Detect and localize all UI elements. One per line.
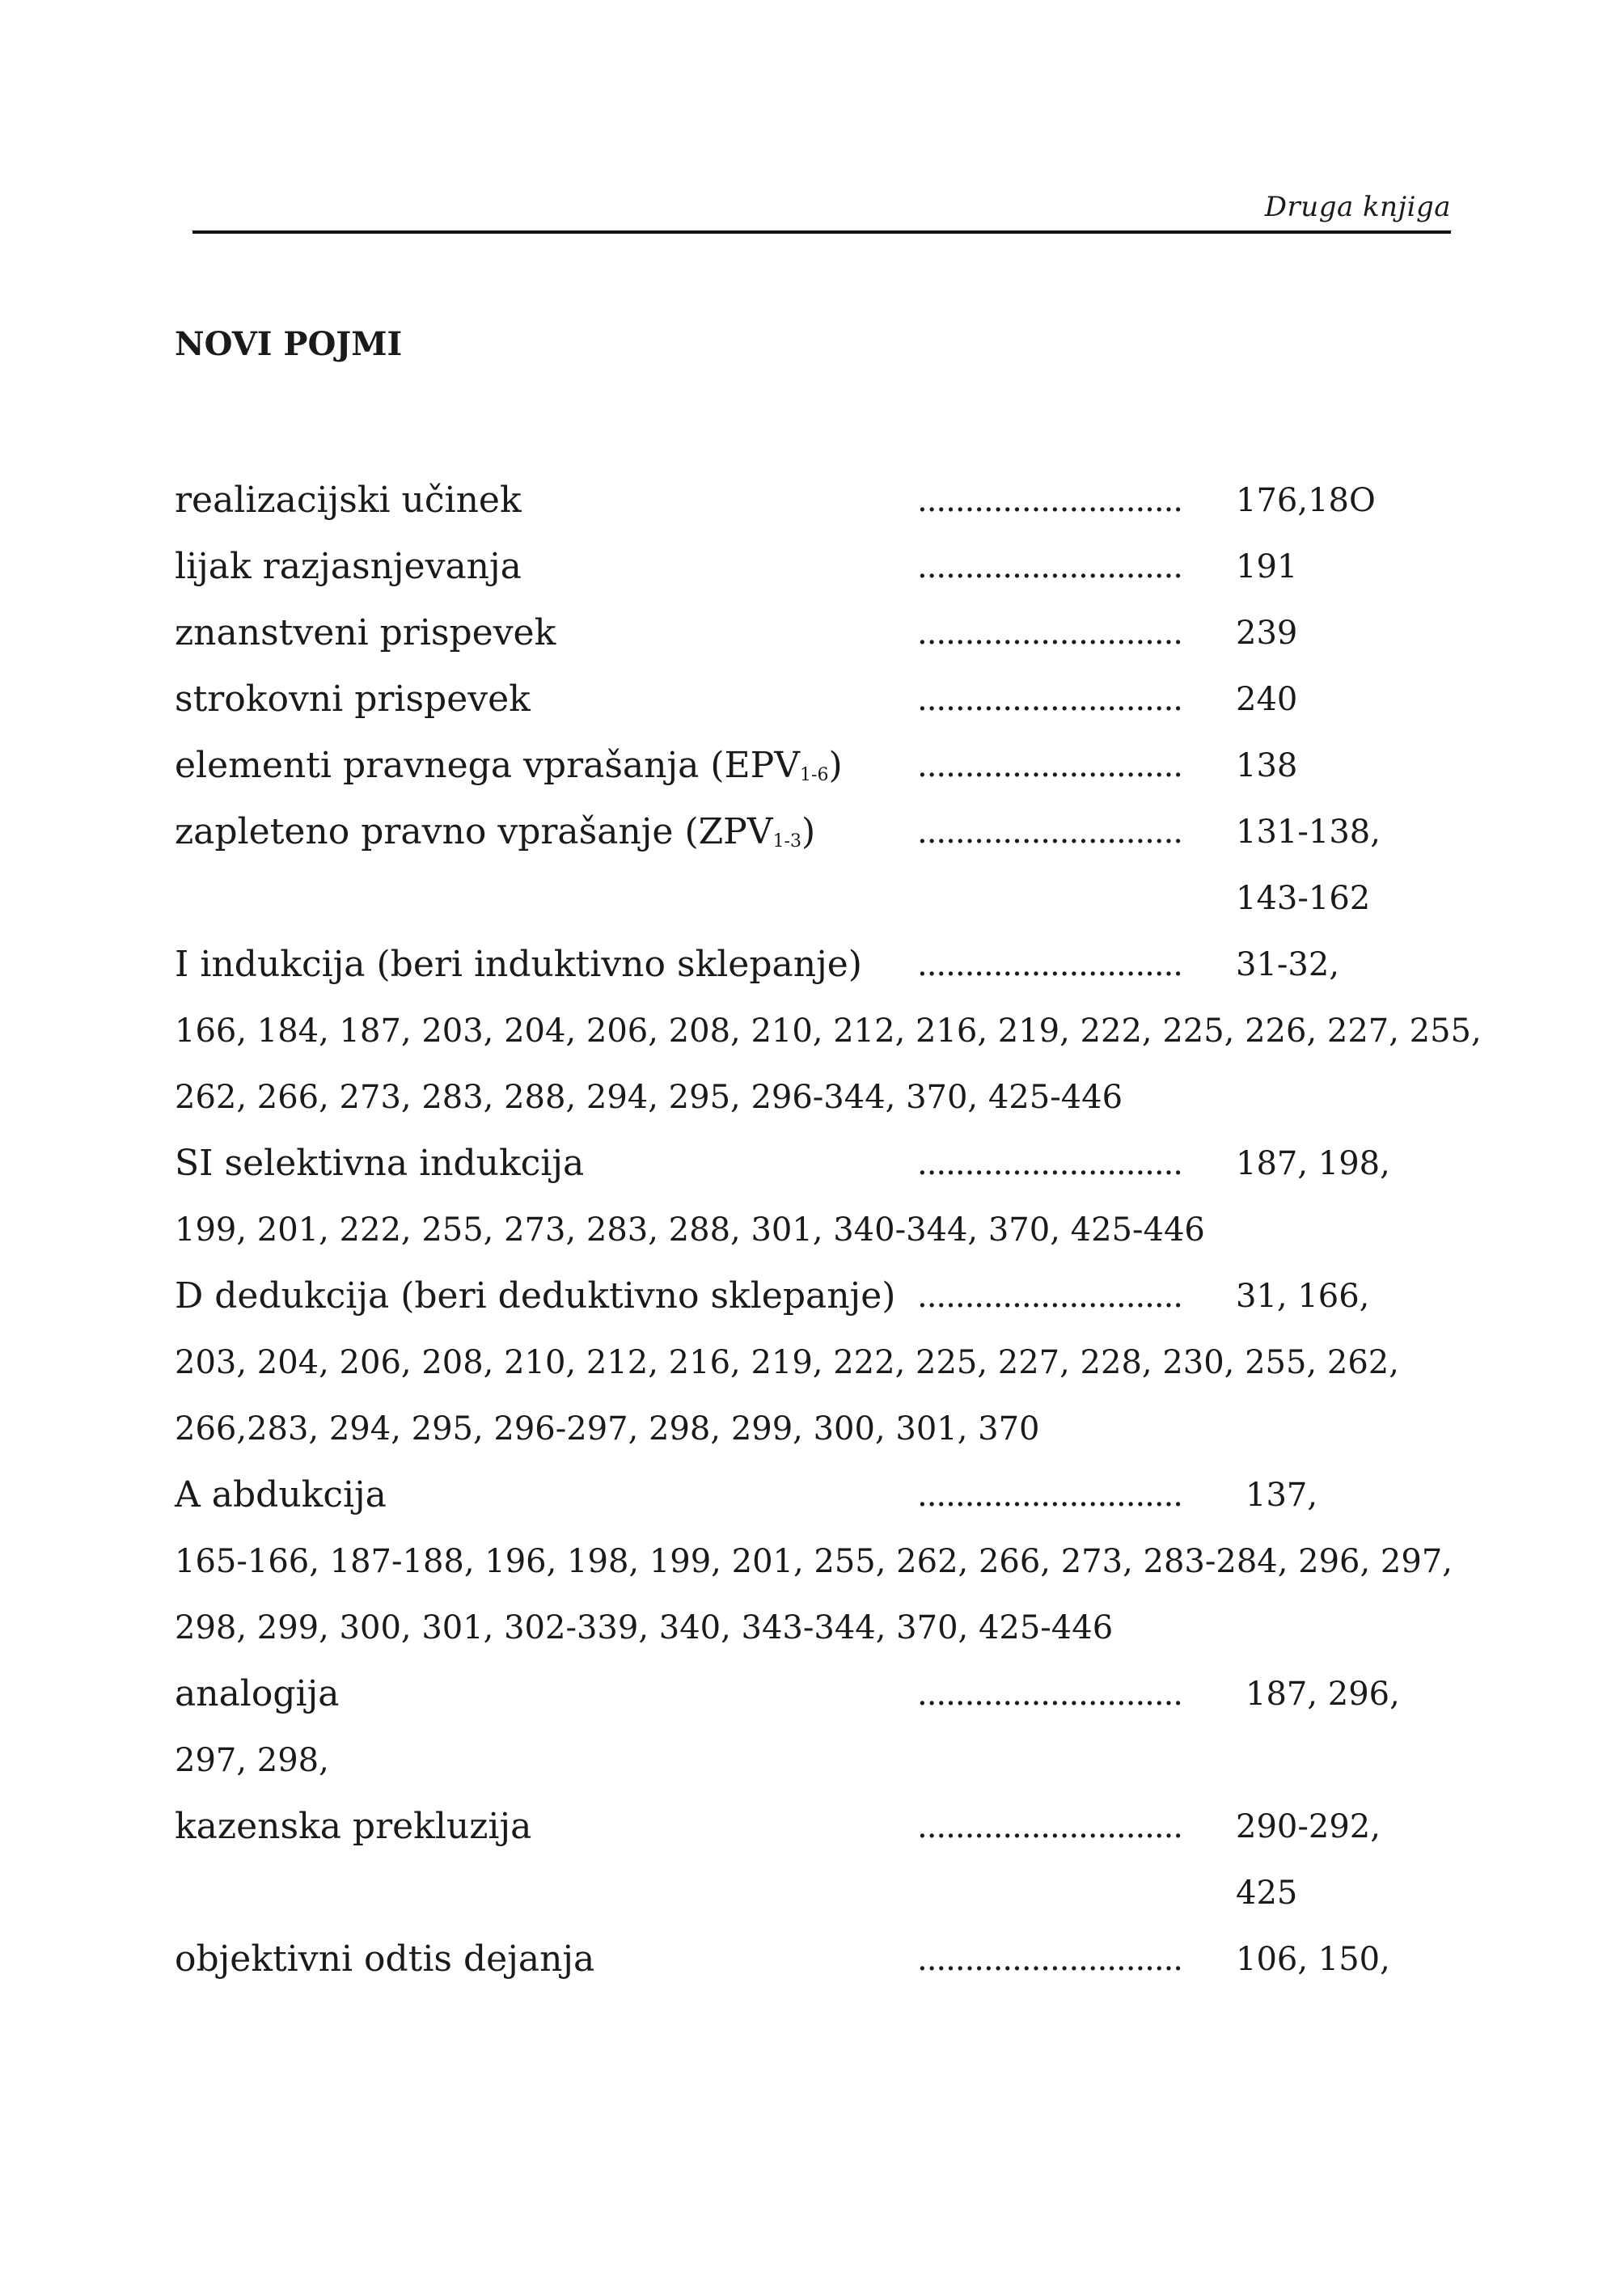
index-entry [175, 666, 1436, 733]
dot-leader: ............................ [917, 1278, 1183, 1315]
entry-pages-continued: 143-162 [1236, 880, 1371, 917]
index-entry [175, 1926, 1436, 1993]
entry-term: kazenska prekluzija [175, 1806, 532, 1847]
dot-leader: ............................ [917, 548, 1183, 585]
entry-pages-continued: 165-166, 187-188, 196, 198, 199, 201, 255, 262, 266, 273, 283-284, 296, 297, [175, 1543, 1453, 1580]
entry-pages: 137, [1245, 1477, 1318, 1514]
index-entry-continuation [175, 1727, 1436, 1794]
entry-pages-continued: 266,283, 294, 295, 296-297, 298, 299, 300, 301, 370 [175, 1410, 1040, 1448]
dot-leader: ............................ [917, 814, 1183, 851]
entry-term: objektivni odtis dejanja [175, 1938, 595, 1980]
entry-pages: 138 [1236, 747, 1298, 784]
entry-pages-continued: 203, 204, 206, 208, 210, 212, 216, 219, 222, 225, 227, 228, 230, 255, 262, [175, 1344, 1399, 1381]
entry-pages: 290-292, [1236, 1808, 1381, 1845]
entry-term-text: zapleteno pravno vprašanje (ZPV [175, 811, 773, 852]
index-entry-continuation [175, 1197, 1436, 1263]
entry-term: D dedukcija (beri deduktivno sklepanje) [175, 1275, 896, 1317]
index-entry-continuation [175, 1860, 1436, 1926]
index-entry-continuation [175, 1396, 1436, 1462]
entry-pages: 239 [1236, 615, 1298, 652]
index-entry [175, 799, 1436, 865]
entry-term [175, 733, 843, 809]
entry-term-subscript: 1-3 [772, 831, 801, 852]
dot-leader: ............................ [917, 1808, 1183, 1845]
index-entry [175, 1131, 1436, 1197]
index-entry [175, 600, 1436, 666]
index-entry [175, 1462, 1436, 1528]
index-entry-continuation [175, 865, 1436, 932]
entry-pages: 187, 296, [1245, 1676, 1400, 1713]
index-entry [175, 1263, 1436, 1329]
entry-term-text: elementi pravnega vprašanja (EPV [175, 745, 801, 786]
dot-leader: ............................ [917, 681, 1183, 718]
entry-term [175, 799, 815, 875]
entry-pages: 31-32, [1236, 946, 1340, 983]
index-entry [175, 733, 1436, 799]
entry-term: A abdukcija [175, 1474, 387, 1515]
index-entry [175, 1794, 1436, 1860]
entry-pages: 191 [1236, 548, 1298, 585]
entry-term-text-end: ) [801, 811, 816, 852]
entry-term-text-end: ) [828, 745, 843, 786]
index-entry-continuation [175, 998, 1482, 1064]
index-entry-continuation [175, 1595, 1436, 1661]
entry-term: strokovni prispevek [175, 678, 531, 720]
entry-pages-continued: 199, 201, 222, 255, 273, 283, 288, 301, 340-344, 370, 425-446 [175, 1211, 1205, 1249]
index-entry [175, 467, 1436, 534]
entry-pages: 176,18O [1236, 482, 1376, 519]
index-entry-continuation [175, 1064, 1436, 1131]
entry-pages: 187, 198, [1236, 1145, 1390, 1182]
entry-term: znanstveni prispevek [175, 612, 556, 653]
entry-pages: 106, 150, [1236, 1941, 1390, 1978]
entry-term: SI selektivna indukcija [175, 1143, 585, 1184]
index-entry-continuation [175, 1528, 1453, 1595]
dot-leader: ............................ [917, 615, 1183, 652]
dot-leader: ............................ [917, 747, 1183, 784]
header-rule [192, 230, 1451, 234]
entry-pages-continued: 425 [1236, 1875, 1298, 1912]
dot-leader: ............................ [917, 1145, 1183, 1182]
running-header: Druga knjiga [1264, 191, 1451, 223]
dot-leader: ............................ [917, 1676, 1183, 1713]
index-entry [175, 1661, 1436, 1727]
entry-pages-continued: 297, 298, [175, 1742, 329, 1779]
entry-pages-continued: 166, 184, 187, 203, 204, 206, 208, 210, 212, 216, 219, 222, 225, 226, 227, 255, [175, 1012, 1482, 1050]
dot-leader: ............................ [917, 482, 1183, 519]
dot-leader: ............................ [917, 946, 1183, 983]
entry-pages: 31, 166, [1236, 1278, 1370, 1315]
entry-term: lijak razjasnjevanja [175, 546, 522, 587]
index-entries [175, 467, 1482, 1993]
entry-term-subscript: 1-6 [800, 765, 829, 785]
dot-leader: ............................ [917, 1477, 1183, 1514]
index-entry-continuation [175, 1329, 1436, 1396]
entry-pages-continued: 262, 266, 273, 283, 288, 294, 295, 296-344, 370, 425-446 [175, 1079, 1123, 1116]
index-entry [175, 534, 1436, 600]
entry-term: analogija [175, 1673, 340, 1714]
entry-term: realizacijski učinek [175, 480, 522, 521]
entry-pages: 131-138, [1236, 814, 1381, 851]
dot-leader: ............................ [917, 1941, 1183, 1978]
section-title: NOVI POJMI [175, 325, 403, 363]
entry-term: I indukcija (beri induktivno sklepanje) [175, 944, 862, 985]
entry-pages-continued: 298, 299, 300, 301, 302-339, 340, 343-344, 370, 425-446 [175, 1609, 1114, 1646]
index-entry [175, 932, 1436, 998]
entry-pages: 240 [1236, 681, 1298, 718]
